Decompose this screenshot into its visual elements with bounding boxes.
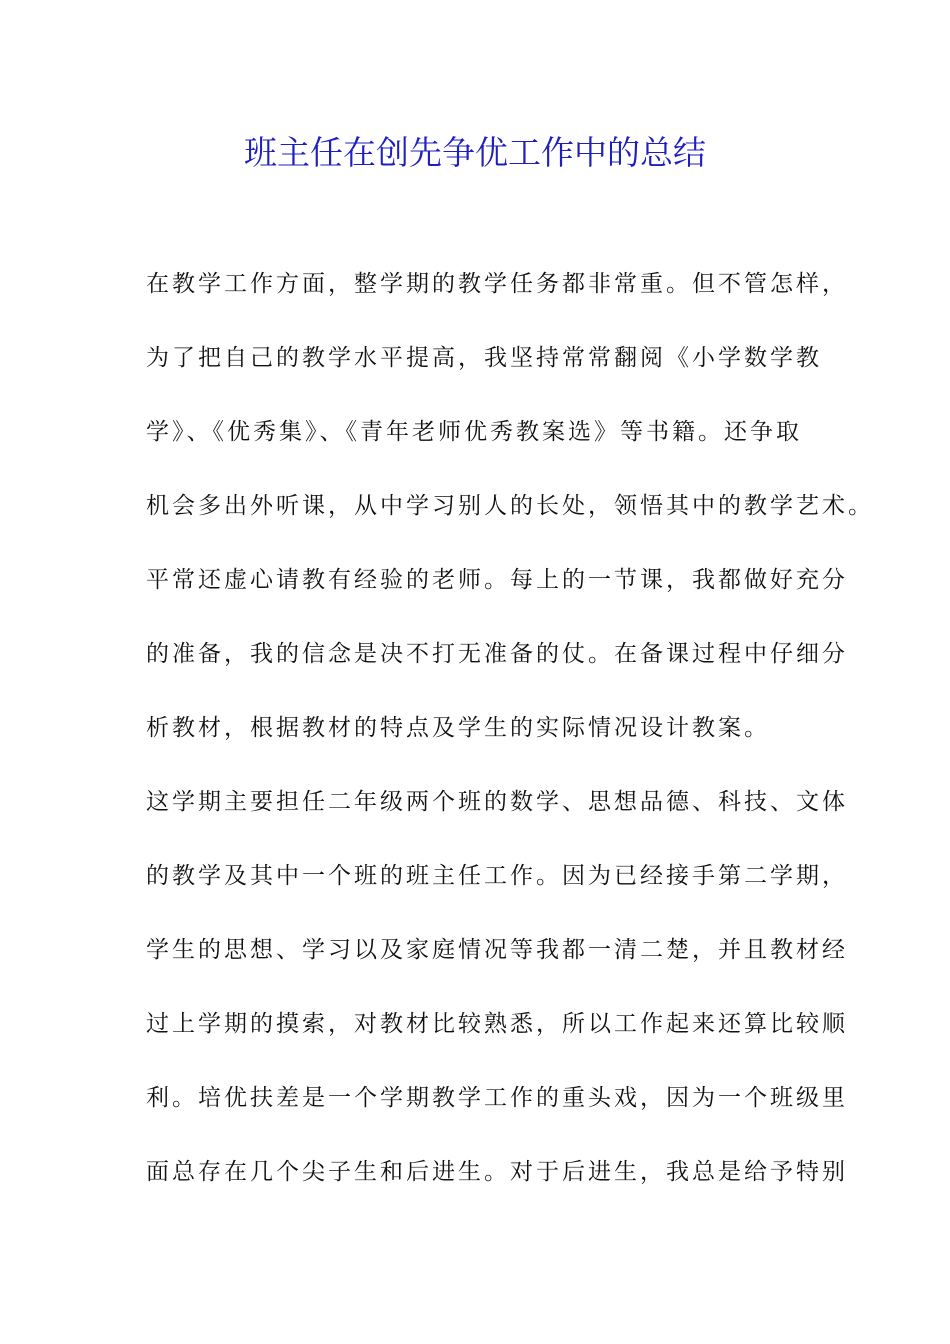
text-line: 机会多出外听课，从中学习别人的长处，领悟其中的教学艺术。 (146, 493, 874, 519)
text-line: 利。培优扶差是一个学期教学工作的重头戏，因为一个班级里 (146, 1085, 848, 1111)
document-body (146, 262, 874, 1224)
text-line: 为了把自己的教学水平提高，我坚持常常翻阅《小学数学教 (146, 345, 822, 371)
text-line: 过上学期的摸索，对教材比较熟悉，所以工作起来还算比较顺 (146, 1011, 848, 1037)
text-line: 析教材，根据教材的特点及学生的实际情况设计教案。 (146, 715, 770, 741)
text-line: 学生的思想、学习以及家庭情况等我都一清二楚，并且教材经 (146, 937, 848, 963)
text-line: 学》、《优秀集》、《青年老师优秀教案选》等书籍。还争取 (146, 419, 802, 445)
text-line: 的教学及其中一个班的班主任工作。因为已经接手第二学期， (146, 863, 848, 889)
document-title: 班主任在创先争优工作中的总结 (244, 133, 706, 172)
text-line: 平常还虚心请教有经验的老师。每上的一节课，我都做好充分 (146, 567, 848, 593)
text-line: 在教学工作方面，整学期的教学任务都非常重。但不管怎样， (146, 271, 848, 297)
text-line: 面总存在几个尖子生和后进生。对于后进生，我总是给予特别 (146, 1159, 848, 1185)
text-line: 的准备，我的信念是决不打无准备的仗。在备课过程中仔细分 (146, 641, 848, 667)
text-line: 这学期主要担任二年级两个班的数学、思想品德、科技、文体 (146, 789, 848, 815)
